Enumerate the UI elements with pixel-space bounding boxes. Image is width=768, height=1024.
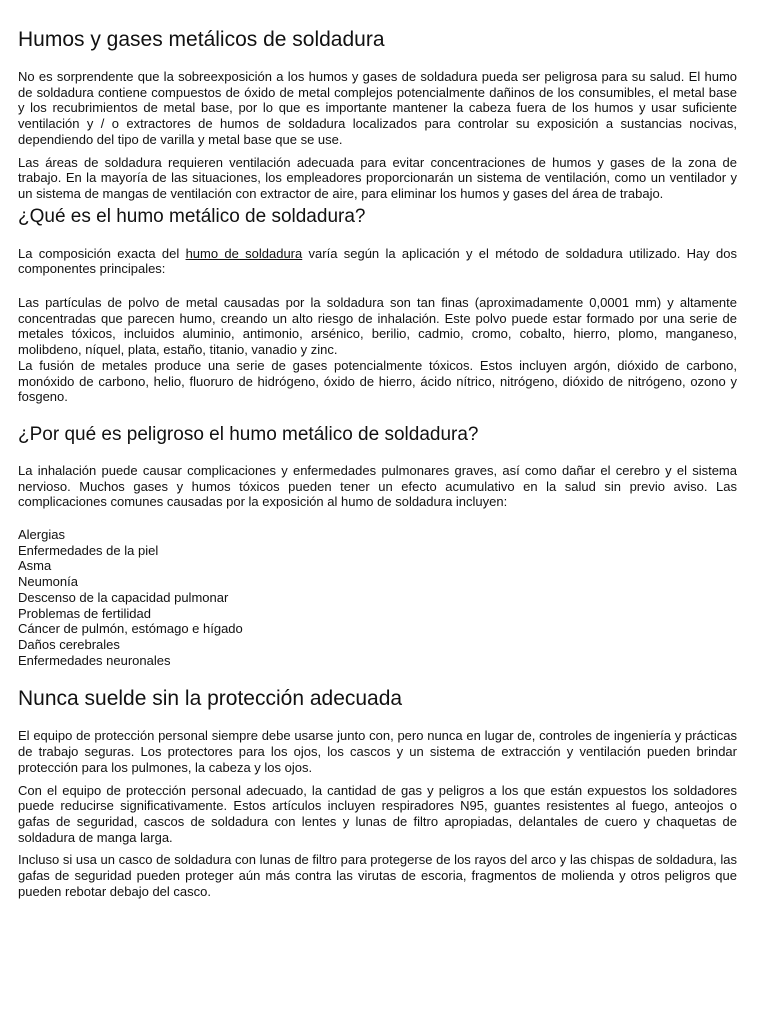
page-title: Humos y gases metálicos de soldadura xyxy=(18,28,385,51)
paragraph-safety-glasses: Incluso si usa un casco de soldadura con lunas de filtro para protegerse de los rayos del arco y las chispas de soldadura, las gafas de seguridad pueden proteger aún más contra las virutas de escoria, fragmentos de molienda y otros peligros que pueden rebotar debajo del casco. xyxy=(18,852,737,899)
paragraph-ventilation: Las áreas de soldadura requieren ventilación adecuada para evitar concentraciones de humos y gases de la zona de trabajo. En la mayoría de las situaciones, los empleadores proporcionarán un sistema de ventilación, como un ventilador y un sistema de mangas de ventilación con extractor de aire, para eliminar los humos y gases del área de trabajo. xyxy=(18,154,737,201)
list-item: Asma xyxy=(18,558,52,574)
section-heading-why-dangerous: ¿Por qué es peligroso el humo metálico de soldadura? xyxy=(18,423,479,445)
list-item: Problemas de fertilidad xyxy=(18,605,151,621)
list-item: Descenso de la capacidad pulmonar xyxy=(18,589,229,605)
paragraph-composition xyxy=(18,246,737,277)
list-item: Daños cerebrales xyxy=(18,636,120,652)
list-item: Enfermedades de la piel xyxy=(18,542,159,558)
welding-fume-link[interactable]: humo de soldadura xyxy=(185,245,303,261)
section-what-is xyxy=(18,204,737,405)
list-item: Cáncer de pulmón, estómago e hígado xyxy=(18,621,243,637)
section-heading-what-is: ¿Qué es el humo metálico de soldadura? xyxy=(18,205,366,227)
section-why-dangerous xyxy=(18,422,737,668)
composition-text-before: La composición exacta del xyxy=(18,245,186,261)
list-item: Alergias xyxy=(18,527,65,543)
complications-list xyxy=(18,527,737,668)
paragraph-overexposure: No es sorprendente que la sobreexposición a los humos y gases de soldadura pueda ser peligrosa para su salud. El humo de soldadura contiene compuestos de óxido de metal complejos potencialmente dañinos de los consumibles, el metal base y los recubrimientos de metal base, por lo que es importante mantener la cabeza fuera de los humos y usar suficiente ventilación y / o extractores de humos de soldadura localizados para controlar su exposición a sustancias nocivas, dependiendo del tipo de varilla y metal base que se use. xyxy=(18,69,737,147)
paragraph-ppe-controls: El equipo de protección personal siempre debe usarse junto con, pero nunca en lugar de, controles de ingeniería y prácticas de trabajo seguras. Los protectores para los ojos, los cascos y un sistema de extracción y ventilación pueden brindar protección para los pulmones, la cabeza y los ojos. xyxy=(18,728,737,775)
section-fumes-gases xyxy=(18,26,737,202)
list-item: Neumonía xyxy=(18,574,78,590)
paragraph-particles: Las partículas de polvo de metal causadas por la soldadura son tan finas (aproximadamente 0,0001 mm) y altamente concentradas que parecen humo, creando un alto riesgo de inhalación. Este polvo puede estar formado por una serie de metales tóxicos, incluidos aluminio, antimonio, arsénico, berilio, cadmio, cromo, cobalto, hierro, plomo, manganeso, molibdeno, níquel, plata, estaño, titanio, vanadio y zinc. xyxy=(18,295,737,358)
composition-text-after: varía según la aplicación y el método de soldadura utilizado. Hay dos componentes principales: xyxy=(18,245,737,277)
paragraph-ppe-items: Con el equipo de protección personal adecuado, la cantidad de gas y peligros a los que están expuestos los soldadores puede reducirse significativamente. Estos artículos incluyen respiradores N95, guantes resistentes al fuego, anteojos o gafas de seguridad, cascos de soldadura con lentes y lunas de filtro apropiadas, delantales de cuero y chaquetas de soldadura de manga larga. xyxy=(18,782,737,845)
paragraph-gases: La fusión de metales produce una serie de gases potencialmente tóxicos. Estos incluyen argón, dióxido de carbono, monóxido de carbono, helio, fluoruro de hidrógeno, óxido de hierro, ácido nítrico, nitrógeno, dióxido de nitrógeno, ozono y fosgeno. xyxy=(18,357,737,405)
section-protection xyxy=(18,685,737,899)
paragraph-inhalation: La inhalación puede causar complicaciones y enfermedades pulmonares graves, así como dañar el cerebro y el sistema nervioso. Muchos gases y humos tóxicos pueden tener un efecto acumulativo en la salud sin previo aviso. Las complicaciones comunes causadas por la exposición al humo de soldadura incluyen: xyxy=(18,462,737,510)
list-item: Enfermedades neuronales xyxy=(18,652,171,668)
section-heading-protection: Nunca suelde sin la protección adecuada xyxy=(18,687,403,711)
